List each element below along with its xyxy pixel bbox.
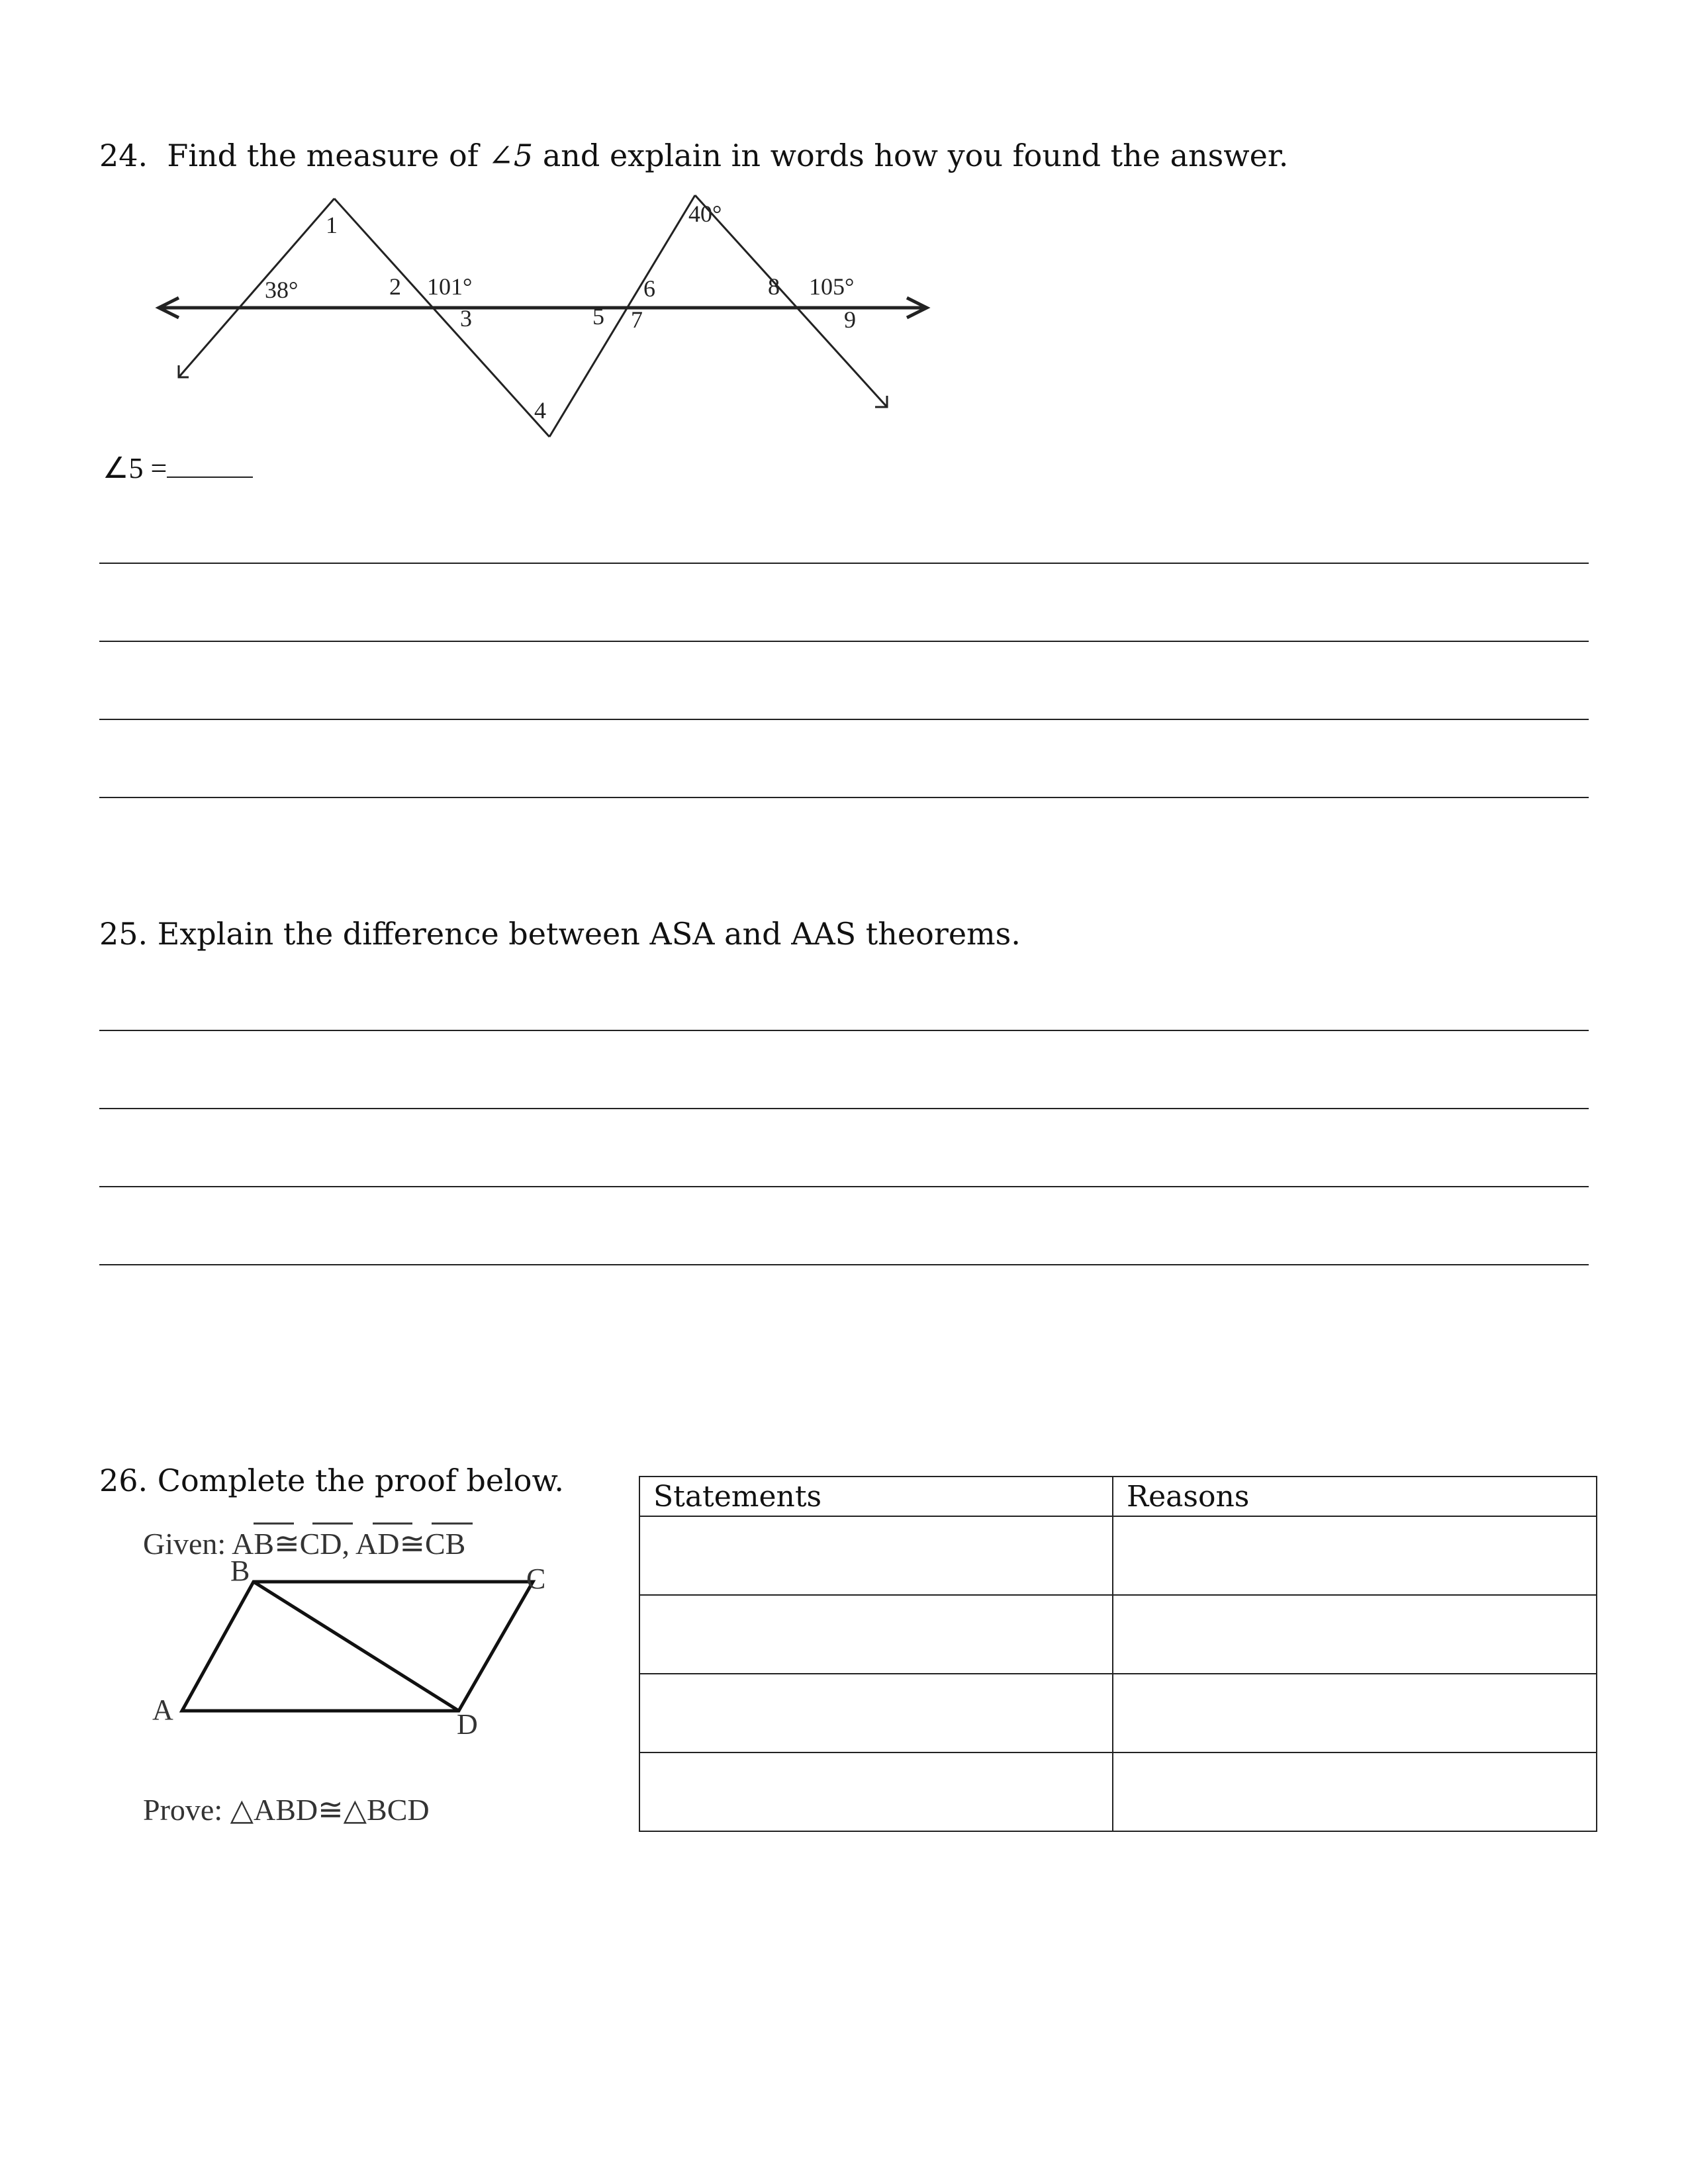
angle-label-9: 9: [844, 306, 856, 333]
parallelogram-proof-figure: [132, 1516, 609, 1846]
transversal-angle-figure: [132, 185, 966, 450]
prove-label: Prove:: [143, 1793, 223, 1827]
statement-cell[interactable]: [639, 1595, 1113, 1674]
segment-cd: CD: [299, 1527, 342, 1561]
answer-line[interactable]: [99, 563, 1589, 564]
answer-line[interactable]: [99, 641, 1589, 642]
angle-symbol: ∠: [488, 138, 514, 173]
reason-cell[interactable]: [1113, 1516, 1597, 1595]
angle-label-101: 101°: [427, 273, 473, 300]
table-row: [639, 1674, 1597, 1752]
statement-cell[interactable]: [639, 1752, 1113, 1831]
angle-label-38: 38°: [265, 277, 299, 303]
answer-line[interactable]: [99, 1264, 1589, 1265]
angle-label-1: 1: [326, 212, 338, 238]
statement-cell[interactable]: [639, 1674, 1113, 1752]
proof-table-header: [639, 1477, 1597, 1516]
angle-label-3: 3: [460, 305, 472, 332]
question-25-prompt: 25. Explain the difference between ASA and AAS theorems.: [99, 916, 1021, 952]
reason-cell[interactable]: [1113, 1595, 1597, 1674]
answer-line[interactable]: [99, 1108, 1589, 1109]
angle-label-40: 40°: [688, 201, 722, 227]
answer-line[interactable]: [99, 1030, 1589, 1031]
angle-label-2: 2: [389, 273, 401, 300]
angle-label-5: 5: [592, 303, 604, 330]
answer-line[interactable]: [99, 797, 1589, 798]
question-24-prompt: 24. Find the measure of ∠5 and explain in words how you found the answer.: [99, 138, 1289, 173]
segment-ad: AD: [355, 1527, 400, 1561]
angle-5-answer-blank[interactable]: [167, 450, 253, 478]
angle-5-answer: ∠5 =: [103, 450, 253, 485]
svg-text:Prove: △ABD≅△BCD: [143, 1793, 430, 1827]
angle-label-7: 7: [631, 306, 643, 333]
answer-line[interactable]: [99, 1186, 1589, 1187]
angle-label-8: 8: [768, 273, 780, 300]
reason-cell[interactable]: [1113, 1752, 1597, 1831]
vertex-d-label: D: [457, 1708, 478, 1741]
vertex-c-label: C: [526, 1563, 546, 1595]
question-number: 25.: [99, 916, 148, 952]
statement-cell[interactable]: [639, 1516, 1113, 1595]
segment-cb: CB: [425, 1527, 466, 1561]
table-row: [639, 1516, 1597, 1595]
question-number: 24.: [99, 138, 148, 173]
statements-header: Statements: [639, 1477, 1113, 1516]
svg-text:Given: AB≅CD, AD≅CB: Given: AB≅CD, AD≅CB: [143, 1527, 466, 1561]
given-label: Given:: [143, 1527, 226, 1561]
table-row: [639, 1752, 1597, 1831]
angle-label-4: 4: [534, 397, 546, 424]
vertex-b-label: B: [230, 1555, 250, 1587]
vertex-a-label: A: [152, 1694, 173, 1726]
table-row: [639, 1595, 1597, 1674]
proof-table: [639, 1476, 1597, 1832]
angle-label-105: 105°: [809, 273, 855, 300]
prove-statement: △ABD≅△BCD: [230, 1793, 430, 1827]
segment-ab: AB: [232, 1527, 275, 1561]
question-number: 26.: [99, 1463, 148, 1498]
question-26-prompt: 26. Complete the proof below.: [99, 1463, 565, 1498]
angle-label-6: 6: [643, 275, 655, 302]
reason-cell[interactable]: [1113, 1674, 1597, 1752]
reasons-header: Reasons: [1113, 1477, 1597, 1516]
answer-line[interactable]: [99, 719, 1589, 720]
